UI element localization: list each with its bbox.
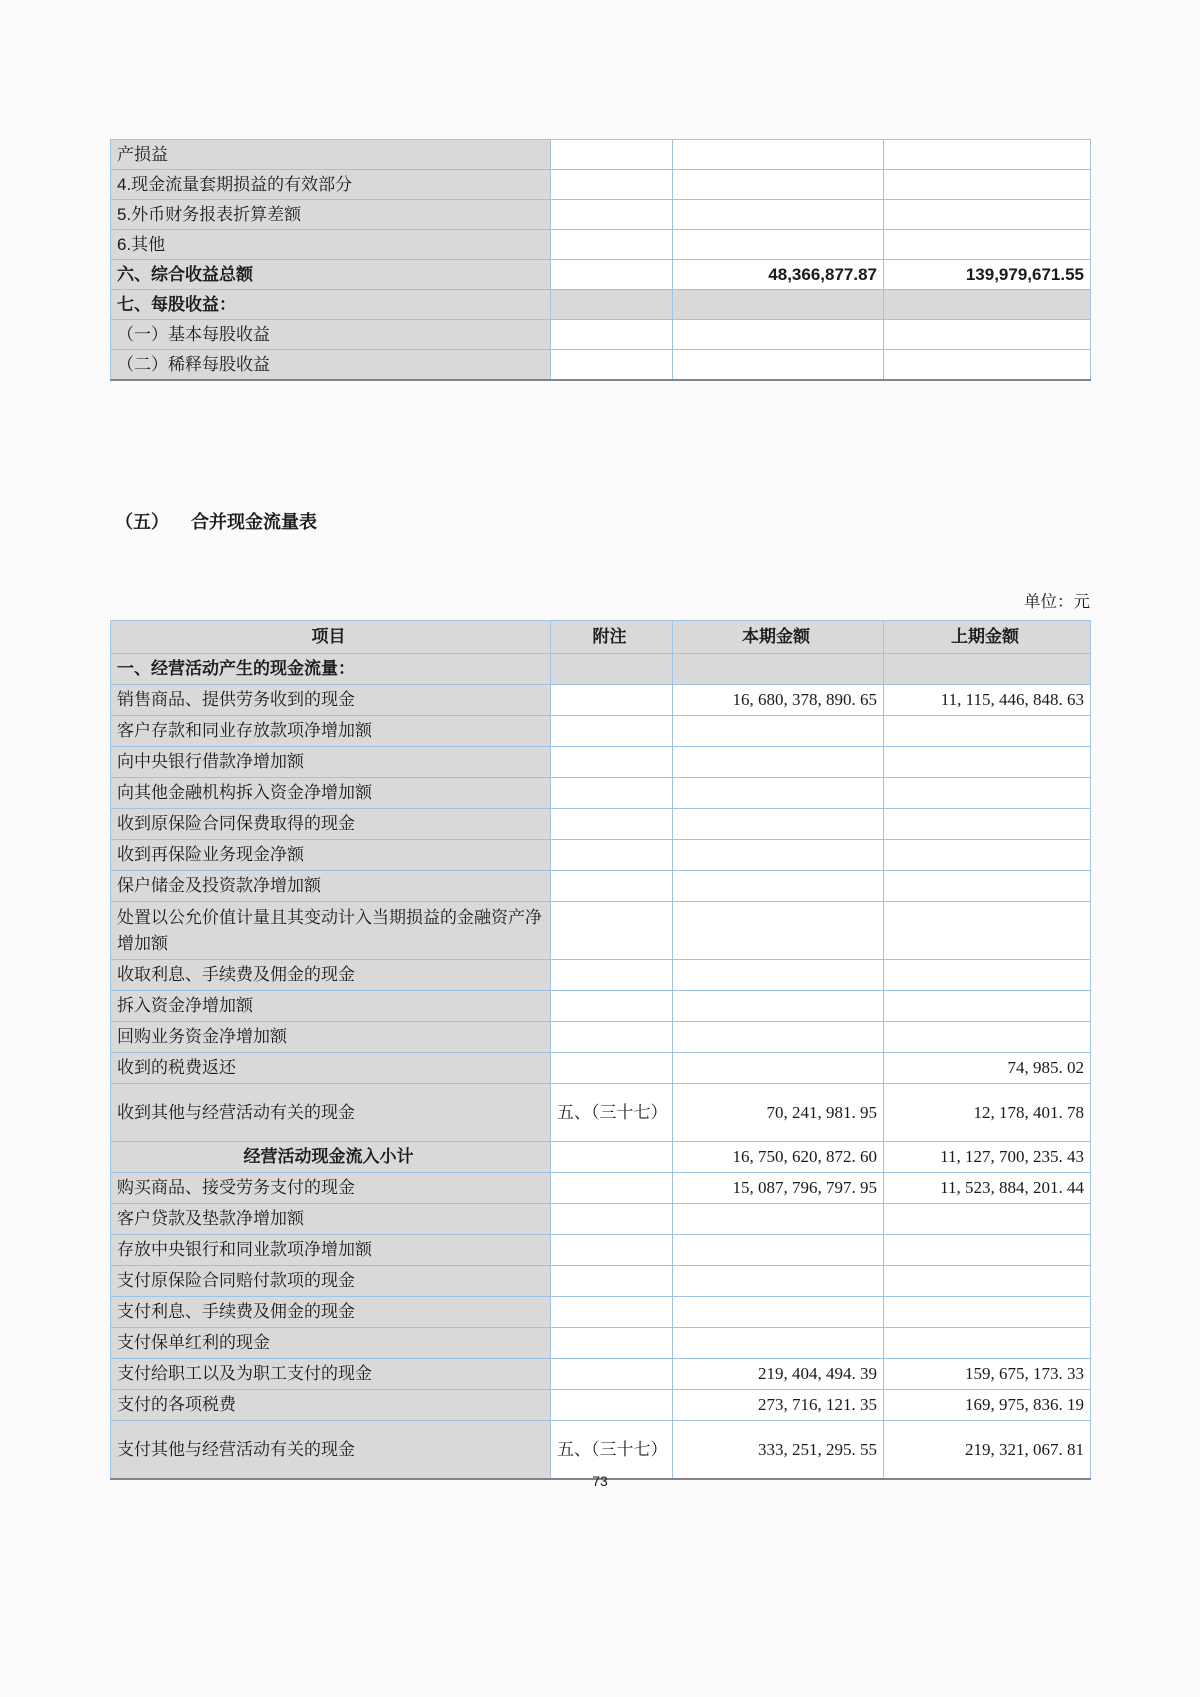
prior-amount-cell: 11, 115, 446, 848. 63 — [884, 685, 1091, 716]
prior-amount-cell — [884, 778, 1091, 809]
current-amount-cell — [673, 1204, 884, 1235]
prior-amount-cell — [884, 840, 1091, 871]
table-row — [111, 1328, 1091, 1359]
note-cell — [551, 170, 673, 200]
prior-amount-cell: 12, 178, 401. 78 — [884, 1084, 1091, 1142]
row-label-cell: 客户存款和同业存放款项净增加额 — [111, 716, 551, 747]
page-number: 73 — [592, 1473, 608, 1489]
column-header-item: 项目 — [111, 621, 551, 654]
section-title: 合并现金流量表 — [191, 512, 317, 532]
table-row — [111, 654, 1091, 685]
table-row — [111, 809, 1091, 840]
note-cell — [551, 1173, 673, 1204]
prior-amount-cell: 139,979,671.55 — [884, 260, 1091, 290]
note-cell — [551, 1297, 673, 1328]
note-cell — [551, 200, 673, 230]
note-cell — [551, 1235, 673, 1266]
table-row — [111, 960, 1091, 991]
note-cell — [551, 747, 673, 778]
note-cell — [551, 991, 673, 1022]
table-row — [111, 1266, 1091, 1297]
note-cell — [551, 960, 673, 991]
current-amount-cell — [673, 1297, 884, 1328]
current-amount-cell: 48,366,877.87 — [673, 260, 884, 290]
table-row — [111, 140, 1091, 170]
table-row — [111, 902, 1091, 960]
table-row — [111, 991, 1091, 1022]
note-cell — [551, 778, 673, 809]
table-row — [111, 200, 1091, 230]
current-amount-cell — [673, 1266, 884, 1297]
note-cell — [551, 260, 673, 290]
row-label-cell: 回购业务资金净增加额 — [111, 1022, 551, 1053]
current-amount-cell — [673, 1328, 884, 1359]
table-row — [111, 290, 1091, 320]
column-header-note: 附注 — [551, 621, 673, 654]
table-row — [111, 716, 1091, 747]
table-row — [111, 1204, 1091, 1235]
current-amount-cell — [673, 960, 884, 991]
current-amount-cell — [673, 840, 884, 871]
row-label-cell: 六、综合收益总额 — [111, 260, 551, 290]
table-row — [111, 1359, 1091, 1390]
note-cell — [551, 140, 673, 170]
row-label-cell: 4.现金流量套期损益的有效部分 — [111, 170, 551, 200]
table-row — [111, 1173, 1091, 1204]
row-label-cell: 支付利息、手续费及佣金的现金 — [111, 1297, 551, 1328]
table-row — [111, 1142, 1091, 1173]
note-cell — [551, 1204, 673, 1235]
current-amount-cell — [673, 871, 884, 902]
row-label-cell: 收取利息、手续费及佣金的现金 — [111, 960, 551, 991]
row-label-cell: 一、经营活动产生的现金流量： — [111, 654, 551, 685]
section-numbering: （五） — [115, 512, 169, 532]
prior-amount-cell — [884, 809, 1091, 840]
row-label-cell: 支付其他与经营活动有关的现金 — [111, 1421, 551, 1480]
row-label-cell: 向其他金融机构拆入资金净增加额 — [111, 778, 551, 809]
note-cell — [551, 1053, 673, 1084]
note-cell — [551, 290, 673, 320]
prior-amount-cell — [884, 320, 1091, 350]
prior-amount-cell — [884, 200, 1091, 230]
table-row — [111, 747, 1091, 778]
row-label-cell: 产损益 — [111, 140, 551, 170]
row-label-cell: 收到其他与经营活动有关的现金 — [111, 1084, 551, 1142]
row-label-cell: 支付给职工以及为职工支付的现金 — [111, 1359, 551, 1390]
prior-amount-cell — [884, 902, 1091, 960]
row-label-cell: 七、每股收益： — [111, 290, 551, 320]
table-row — [111, 871, 1091, 902]
prior-amount-cell — [884, 1204, 1091, 1235]
prior-amount-cell — [884, 1235, 1091, 1266]
row-label-cell: 6.其他 — [111, 230, 551, 260]
table-row — [111, 260, 1091, 290]
prior-amount-cell: 11, 127, 700, 235. 43 — [884, 1142, 1091, 1173]
note-cell — [551, 685, 673, 716]
note-cell: 五、（三十七） — [551, 1421, 673, 1480]
note-cell — [551, 1266, 673, 1297]
section-heading — [115, 508, 317, 534]
table-row — [111, 685, 1091, 716]
prior-amount-cell — [884, 1328, 1091, 1359]
table-row — [111, 1421, 1091, 1480]
row-label-cell: 5.外币财务报表折算差额 — [111, 200, 551, 230]
note-cell — [551, 654, 673, 685]
prior-amount-cell — [884, 170, 1091, 200]
table-row — [111, 350, 1091, 381]
row-label-cell: 支付保单红利的现金 — [111, 1328, 551, 1359]
cash-flow-table — [110, 620, 1091, 1480]
current-amount-cell: 273, 716, 121. 35 — [673, 1390, 884, 1421]
current-amount-cell — [673, 809, 884, 840]
note-cell: 五、（三十七） — [551, 1084, 673, 1142]
table-row — [111, 778, 1091, 809]
note-cell — [551, 1022, 673, 1053]
row-label-cell: 收到再保险业务现金净额 — [111, 840, 551, 871]
table-row — [111, 320, 1091, 350]
comprehensive-income-table — [110, 139, 1091, 381]
current-amount-cell — [673, 716, 884, 747]
current-amount-cell — [673, 140, 884, 170]
row-label-cell: 经营活动现金流入小计 — [111, 1142, 551, 1173]
note-cell — [551, 1142, 673, 1173]
prior-amount-cell: 159, 675, 173. 33 — [884, 1359, 1091, 1390]
current-amount-cell — [673, 170, 884, 200]
table-row — [111, 1235, 1091, 1266]
prior-amount-cell — [884, 716, 1091, 747]
row-label-cell: 保户储金及投资款净增加额 — [111, 871, 551, 902]
column-header-current-amount: 本期金额 — [673, 621, 884, 654]
row-label-cell: （二）稀释每股收益 — [111, 350, 551, 381]
prior-amount-cell — [884, 230, 1091, 260]
note-cell — [551, 809, 673, 840]
prior-amount-cell — [884, 140, 1091, 170]
prior-amount-cell — [884, 1297, 1091, 1328]
prior-amount-cell — [884, 654, 1091, 685]
current-amount-cell — [673, 778, 884, 809]
current-amount-cell — [673, 350, 884, 381]
prior-amount-cell — [884, 350, 1091, 381]
row-label-cell: 处置以公允价值计量且其变动计入当期损益的金融资产净增加额 — [111, 902, 551, 960]
row-label-cell: 存放中央银行和同业款项净增加额 — [111, 1235, 551, 1266]
note-cell — [551, 230, 673, 260]
unit-label: 单位：元 — [1024, 592, 1090, 611]
table-row — [111, 1297, 1091, 1328]
current-amount-cell — [673, 290, 884, 320]
note-cell — [551, 350, 673, 381]
current-amount-cell: 70, 241, 981. 95 — [673, 1084, 884, 1142]
current-amount-cell: 16, 750, 620, 872. 60 — [673, 1142, 884, 1173]
current-amount-cell — [673, 320, 884, 350]
current-amount-cell — [673, 902, 884, 960]
row-label-cell: 支付原保险合同赔付款项的现金 — [111, 1266, 551, 1297]
note-cell — [551, 840, 673, 871]
current-amount-cell — [673, 1053, 884, 1084]
current-amount-cell: 333, 251, 295. 55 — [673, 1421, 884, 1480]
row-label-cell: 支付的各项税费 — [111, 1390, 551, 1421]
row-label-cell: 购买商品、接受劳务支付的现金 — [111, 1173, 551, 1204]
table-row — [111, 1022, 1091, 1053]
prior-amount-cell — [884, 747, 1091, 778]
prior-amount-cell — [884, 1266, 1091, 1297]
current-amount-cell — [673, 200, 884, 230]
row-label-cell: 销售商品、提供劳务收到的现金 — [111, 685, 551, 716]
current-amount-cell: 16, 680, 378, 890. 65 — [673, 685, 884, 716]
note-cell — [551, 1390, 673, 1421]
table-row — [111, 170, 1091, 200]
note-cell — [551, 902, 673, 960]
column-header-prior-amount: 上期金额 — [884, 621, 1091, 654]
table-row — [111, 1390, 1091, 1421]
row-label-cell: 拆入资金净增加额 — [111, 991, 551, 1022]
prior-amount-cell — [884, 290, 1091, 320]
row-label-cell: （一）基本每股收益 — [111, 320, 551, 350]
table-row — [111, 1084, 1091, 1142]
note-cell — [551, 1359, 673, 1390]
prior-amount-cell — [884, 991, 1091, 1022]
row-label-cell: 收到的税费返还 — [111, 1053, 551, 1084]
prior-amount-cell: 74, 985. 02 — [884, 1053, 1091, 1084]
table-row — [111, 840, 1091, 871]
note-cell — [551, 1328, 673, 1359]
table-header-row — [111, 621, 1091, 654]
table-row — [111, 230, 1091, 260]
prior-amount-cell: 219, 321, 067. 81 — [884, 1421, 1091, 1480]
prior-amount-cell — [884, 960, 1091, 991]
current-amount-cell — [673, 991, 884, 1022]
current-amount-cell — [673, 654, 884, 685]
current-amount-cell: 15, 087, 796, 797. 95 — [673, 1173, 884, 1204]
row-label-cell: 向中央银行借款净增加额 — [111, 747, 551, 778]
current-amount-cell — [673, 230, 884, 260]
current-amount-cell — [673, 1235, 884, 1266]
note-cell — [551, 716, 673, 747]
current-amount-cell — [673, 747, 884, 778]
prior-amount-cell — [884, 1022, 1091, 1053]
prior-amount-cell — [884, 871, 1091, 902]
table-row — [111, 1053, 1091, 1084]
current-amount-cell: 219, 404, 494. 39 — [673, 1359, 884, 1390]
note-cell — [551, 871, 673, 902]
note-cell — [551, 320, 673, 350]
prior-amount-cell: 11, 523, 884, 201. 44 — [884, 1173, 1091, 1204]
row-label-cell: 客户贷款及垫款净增加额 — [111, 1204, 551, 1235]
current-amount-cell — [673, 1022, 884, 1053]
row-label-cell: 收到原保险合同保费取得的现金 — [111, 809, 551, 840]
prior-amount-cell: 169, 975, 836. 19 — [884, 1390, 1091, 1421]
